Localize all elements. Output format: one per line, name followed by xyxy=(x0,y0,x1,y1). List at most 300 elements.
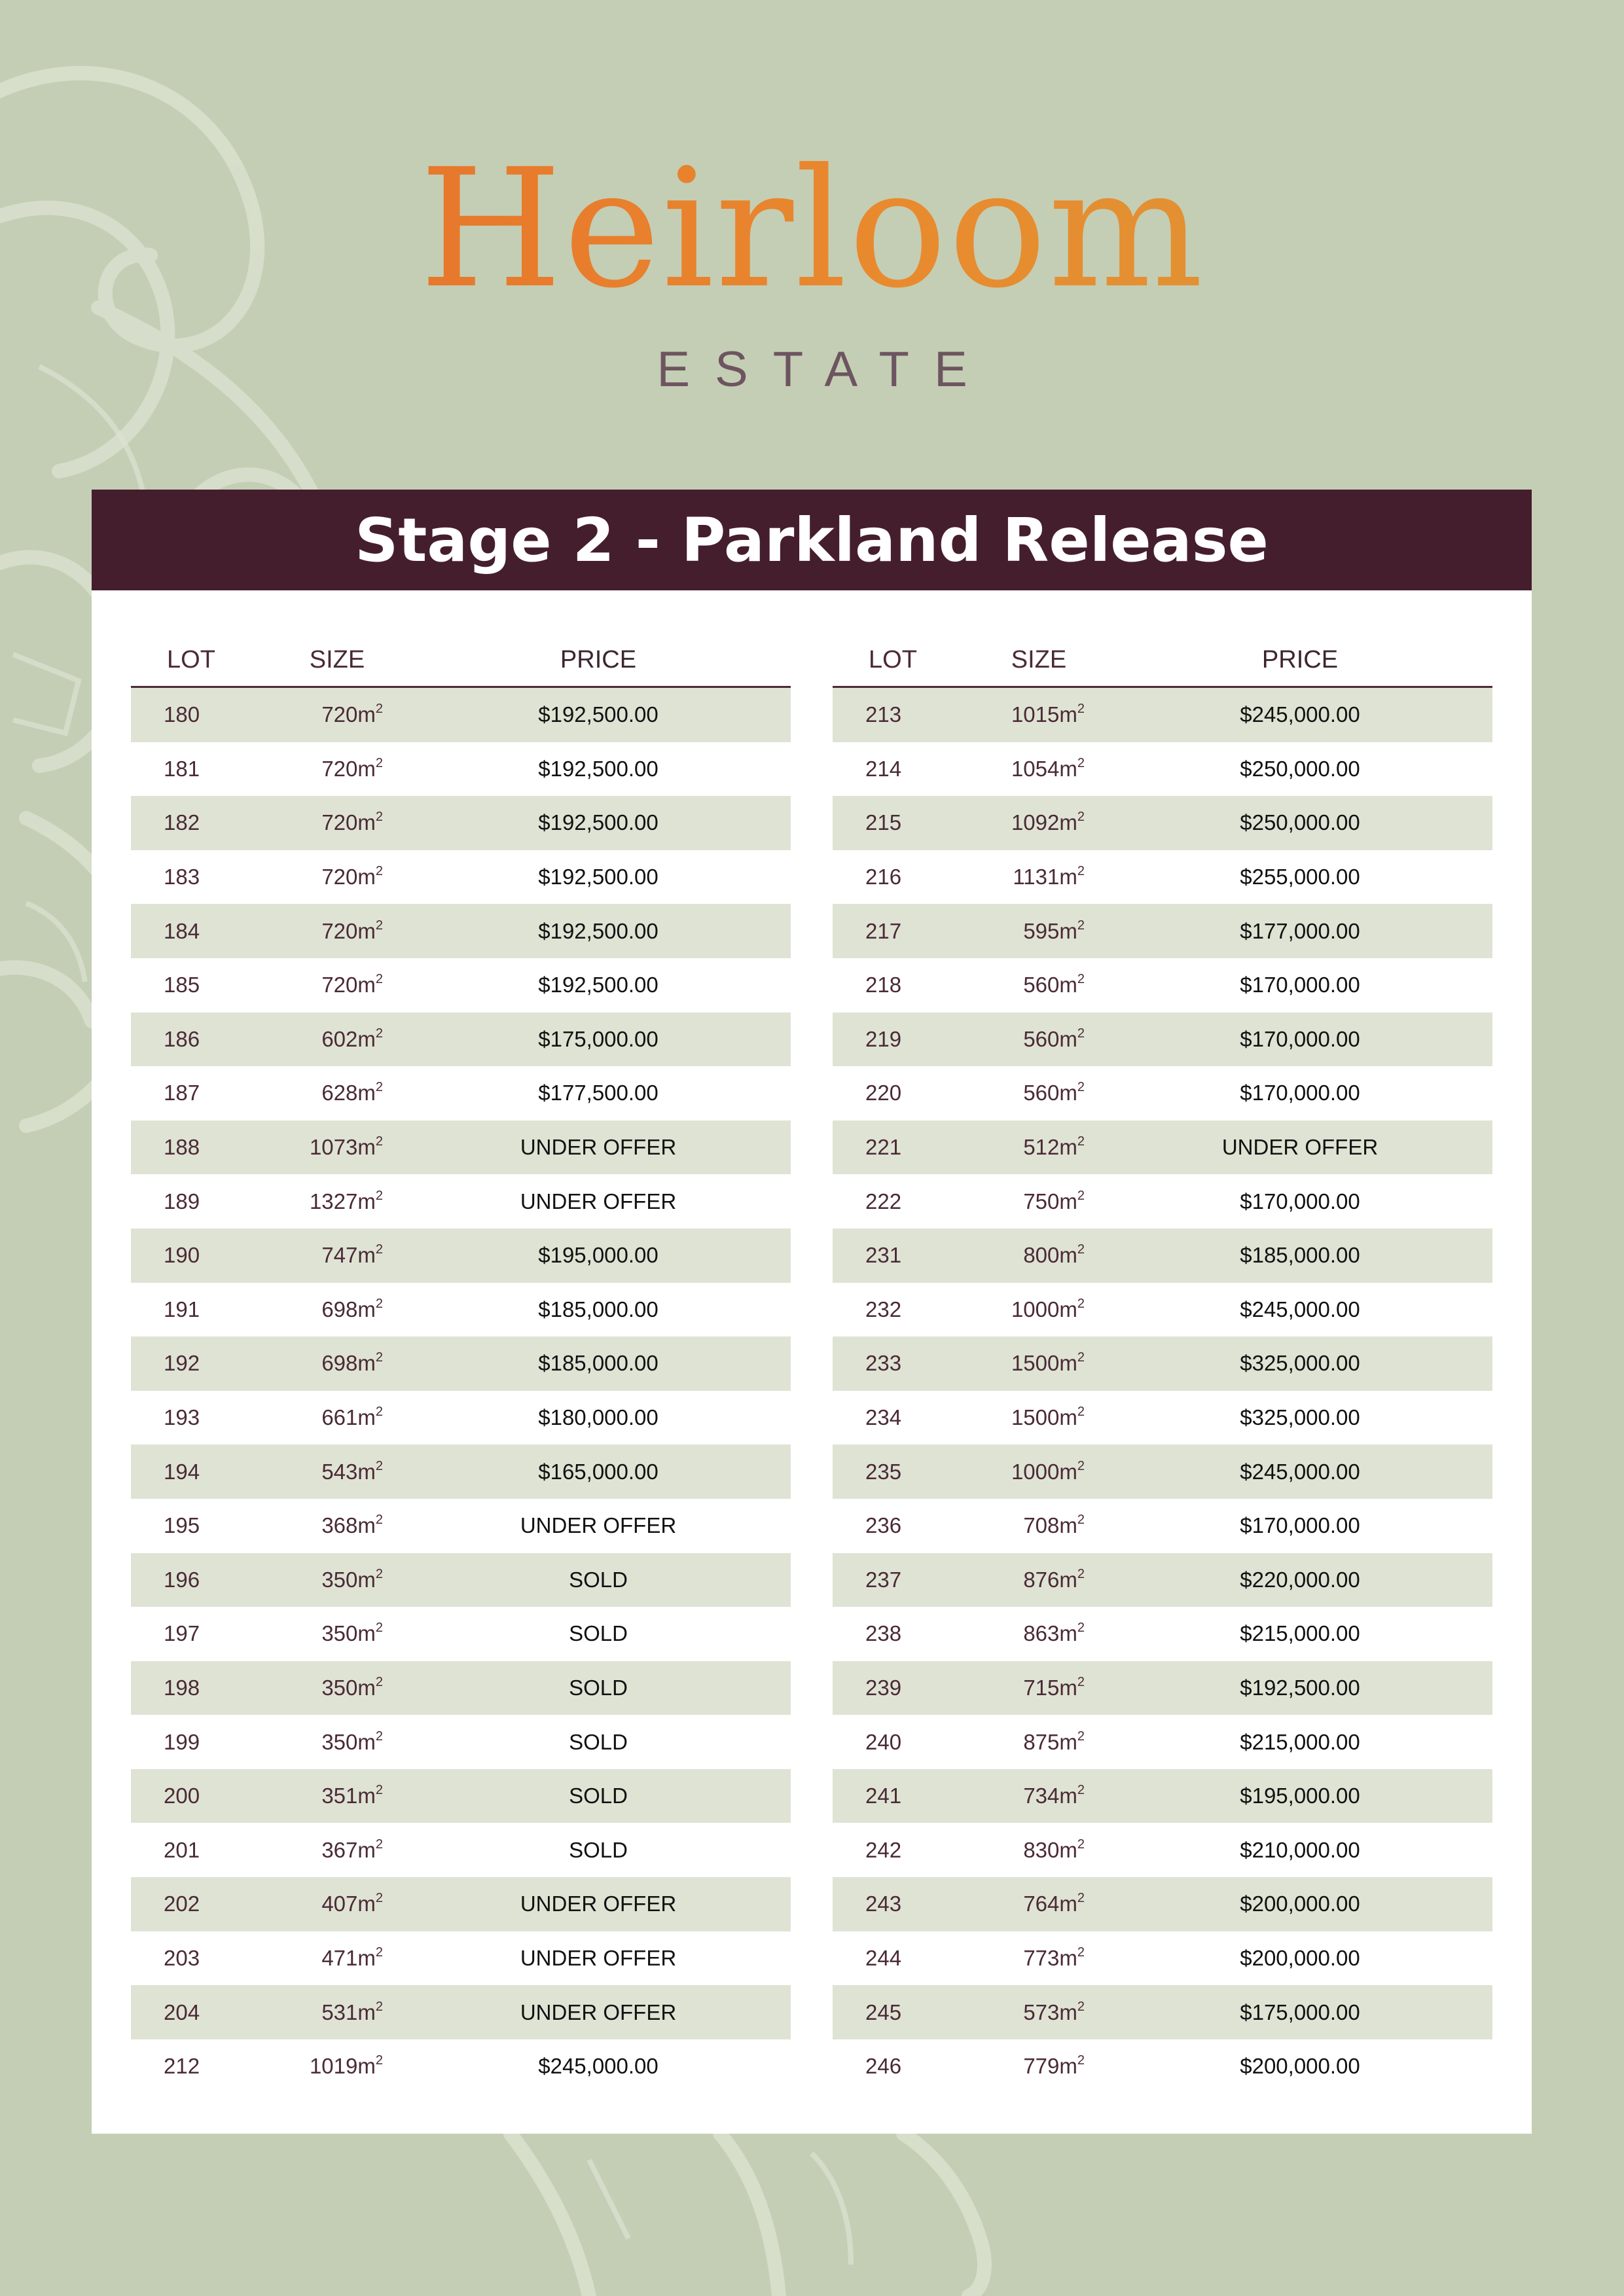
lot-price: $325,000.00 xyxy=(1240,1405,1360,1430)
lot-size xyxy=(950,702,1108,727)
lot-table-right xyxy=(833,634,1492,2093)
lot-price: $185,000.00 xyxy=(1240,1243,1360,1268)
area-unit-superscript: 2 xyxy=(1077,702,1085,717)
area-unit: m xyxy=(1059,1675,1077,1700)
area-unit-superscript: 2 xyxy=(1077,1999,1085,2014)
table-row xyxy=(833,1066,1492,1121)
area-unit-superscript: 2 xyxy=(1077,1729,1085,1744)
area-unit-superscript: 2 xyxy=(375,1999,383,2014)
area-unit-superscript: 2 xyxy=(1077,1188,1085,1203)
table-row xyxy=(131,904,791,958)
area-unit-superscript: 2 xyxy=(375,1296,383,1311)
lot-size-value: 1500 xyxy=(1011,1351,1060,1376)
area-unit: m xyxy=(1059,918,1077,943)
area-unit: m xyxy=(1059,1405,1077,1430)
lot-price: $245,000.00 xyxy=(1240,702,1360,727)
area-unit-superscript: 2 xyxy=(1077,1134,1085,1149)
lot-number: 241 xyxy=(865,1784,902,1808)
lot-number: 202 xyxy=(164,1892,200,1916)
table-row xyxy=(833,1336,1492,1391)
lot-price: $200,000.00 xyxy=(1240,2054,1360,2079)
area-unit-superscript: 2 xyxy=(375,755,383,770)
lot-size xyxy=(950,1405,1108,1430)
lot-price: $175,000.00 xyxy=(1240,2000,1360,2024)
area-unit: m xyxy=(357,1459,376,1484)
lot-size-value: 830 xyxy=(1023,1837,1060,1862)
lot-size-value: 1000 xyxy=(1011,1459,1060,1484)
table-row xyxy=(833,1444,1492,1499)
area-unit-superscript: 2 xyxy=(375,1891,383,1906)
area-unit: m xyxy=(1059,1026,1077,1051)
area-unit: m xyxy=(1059,1351,1077,1376)
area-unit: m xyxy=(1059,1135,1077,1160)
table-row xyxy=(833,958,1492,1013)
table-row xyxy=(131,1607,791,1661)
lot-size-value: 661 xyxy=(321,1405,358,1430)
lot-number: 246 xyxy=(865,2054,902,2079)
table-row xyxy=(131,2039,791,2094)
lot-size-value: 720 xyxy=(321,973,358,997)
lot-number: 186 xyxy=(164,1026,200,1051)
area-unit-superscript: 2 xyxy=(1077,1296,1085,1311)
lot-number: 203 xyxy=(164,1945,200,1970)
lot-number: 193 xyxy=(164,1405,200,1430)
lot-size xyxy=(249,1676,406,1700)
lot-size-value: 350 xyxy=(321,1567,358,1592)
area-unit-superscript: 2 xyxy=(1077,1621,1085,1636)
area-unit-superscript: 2 xyxy=(375,1458,383,1473)
lot-size-value: 720 xyxy=(321,756,358,781)
area-unit-superscript: 2 xyxy=(1077,1945,1085,1960)
lot-number: 233 xyxy=(865,1351,902,1376)
lot-size xyxy=(950,1892,1108,1916)
lot-size-value: 512 xyxy=(1023,1135,1060,1160)
area-unit-superscript: 2 xyxy=(375,1242,383,1257)
lot-size xyxy=(249,919,406,944)
lot-number: 239 xyxy=(865,1675,902,1700)
lot-size-value: 350 xyxy=(321,1675,358,1700)
lot-size-value: 1092 xyxy=(1011,810,1060,835)
area-unit: m xyxy=(1059,1081,1077,1105)
area-unit-superscript: 2 xyxy=(375,1783,383,1798)
lot-size-value: 876 xyxy=(1023,1567,1060,1592)
table-row xyxy=(131,1877,791,1931)
lot-number: 195 xyxy=(164,1513,200,1538)
lot-size xyxy=(249,2000,406,2025)
area-unit-superscript: 2 xyxy=(375,1513,383,1528)
lot-price: $185,000.00 xyxy=(538,1351,659,1376)
area-unit-superscript: 2 xyxy=(1077,755,1085,770)
lot-price: $245,000.00 xyxy=(538,2054,659,2079)
area-unit: m xyxy=(1059,1243,1077,1268)
lot-number: 242 xyxy=(865,1837,902,1862)
lot-size-value: 720 xyxy=(321,918,358,943)
lot-number: 180 xyxy=(164,702,200,727)
lot-size xyxy=(950,1189,1108,1214)
lot-number: 235 xyxy=(865,1459,902,1484)
lot-size-value: 350 xyxy=(321,1729,358,1754)
column-header-lot: LOT xyxy=(167,645,215,673)
table-row xyxy=(131,850,791,905)
lot-size xyxy=(249,1460,406,1484)
area-unit: m xyxy=(357,2054,376,2079)
lot-number: 190 xyxy=(164,1243,200,1268)
area-unit-superscript: 2 xyxy=(375,1566,383,1581)
table-header xyxy=(131,634,791,688)
lot-size xyxy=(950,1730,1108,1755)
table-row xyxy=(833,1174,1492,1229)
area-unit: m xyxy=(1059,865,1077,889)
lot-number: 184 xyxy=(164,918,200,943)
lot-price: $192,500.00 xyxy=(1240,1675,1360,1700)
table-row xyxy=(833,1769,1492,1823)
table-body xyxy=(833,688,1492,2093)
area-unit-superscript: 2 xyxy=(375,1080,383,1095)
area-unit-superscript: 2 xyxy=(1077,1513,1085,1528)
table-row xyxy=(833,1823,1492,1877)
area-unit: m xyxy=(357,756,376,781)
lot-price: SOLD xyxy=(569,1621,628,1646)
area-unit: m xyxy=(1059,1784,1077,1808)
lot-number: 196 xyxy=(164,1567,200,1592)
lot-price: $215,000.00 xyxy=(1240,1729,1360,1754)
lot-number: 197 xyxy=(164,1621,200,1646)
lot-price: $192,500.00 xyxy=(538,918,659,943)
lot-size xyxy=(950,865,1108,889)
lot-size xyxy=(950,1946,1108,1971)
lot-size-value: 543 xyxy=(321,1459,358,1484)
lot-size xyxy=(950,973,1108,997)
area-unit-superscript: 2 xyxy=(375,972,383,987)
lot-size xyxy=(249,1621,406,1646)
area-unit-superscript: 2 xyxy=(375,1674,383,1689)
lot-price: $200,000.00 xyxy=(1240,1892,1360,1916)
area-unit: m xyxy=(357,1189,376,1213)
lot-number: 245 xyxy=(865,2000,902,2024)
area-unit: m xyxy=(1059,2000,1077,2024)
lot-number: 219 xyxy=(865,1026,902,1051)
table-row xyxy=(833,1607,1492,1661)
lot-size-value: 407 xyxy=(321,1892,358,1916)
lot-size xyxy=(249,702,406,727)
area-unit: m xyxy=(357,1567,376,1592)
table-row xyxy=(833,1553,1492,1607)
lot-size-value: 350 xyxy=(321,1621,358,1646)
lot-number: 212 xyxy=(164,2054,200,2079)
lot-price: $192,500.00 xyxy=(538,973,659,997)
lot-price: $195,000.00 xyxy=(1240,1784,1360,1808)
lot-price: $325,000.00 xyxy=(1240,1351,1360,1376)
lot-size-value: 531 xyxy=(321,2000,358,2024)
table-row xyxy=(131,958,791,1013)
lot-size-value: 800 xyxy=(1023,1243,1060,1268)
area-unit-superscript: 2 xyxy=(375,1729,383,1744)
lot-number: 215 xyxy=(865,810,902,835)
lot-price: SOLD xyxy=(569,1567,628,1592)
lot-size-value: 779 xyxy=(1023,2054,1060,2079)
table-row xyxy=(131,1985,791,2039)
lot-size xyxy=(249,973,406,997)
lot-size-value: 1015 xyxy=(1011,702,1060,727)
area-unit-superscript: 2 xyxy=(375,1945,383,1960)
area-unit: m xyxy=(357,1513,376,1538)
lot-number: 189 xyxy=(164,1189,200,1213)
lot-price: $192,500.00 xyxy=(538,702,659,727)
lot-size xyxy=(249,1351,406,1376)
lot-price: $220,000.00 xyxy=(1240,1567,1360,1592)
area-unit-superscript: 2 xyxy=(1077,2053,1085,2068)
lot-size xyxy=(950,2054,1108,2079)
lot-size xyxy=(249,1946,406,1971)
lot-size xyxy=(950,2000,1108,2025)
lot-size-value: 560 xyxy=(1023,1081,1060,1105)
lot-number: 185 xyxy=(164,973,200,997)
lot-size-value: 560 xyxy=(1023,973,1060,997)
lot-size xyxy=(950,1081,1108,1105)
lot-size-value: 764 xyxy=(1023,1892,1060,1916)
lot-size-value: 720 xyxy=(321,702,358,727)
area-unit: m xyxy=(1059,810,1077,835)
area-unit: m xyxy=(1059,1459,1077,1484)
lot-number: 199 xyxy=(164,1729,200,1754)
lot-size xyxy=(249,1297,406,1322)
lot-size-value: 573 xyxy=(1023,2000,1060,2024)
lot-size xyxy=(249,1243,406,1268)
area-unit-superscript: 2 xyxy=(1077,1242,1085,1257)
lot-number: 204 xyxy=(164,2000,200,2024)
lot-size-value: 773 xyxy=(1023,1945,1060,1970)
table-row xyxy=(833,2039,1492,2094)
area-unit: m xyxy=(1059,2054,1077,2079)
lot-size xyxy=(950,1676,1108,1700)
lot-size xyxy=(950,1243,1108,1268)
lot-size xyxy=(249,1892,406,1916)
area-unit-superscript: 2 xyxy=(1077,1458,1085,1473)
lot-price: UNDER OFFER xyxy=(520,1135,677,1160)
column-header-size: SIZE xyxy=(309,645,365,673)
lot-price: $177,000.00 xyxy=(1240,918,1360,943)
area-unit-superscript: 2 xyxy=(375,1405,383,1420)
lot-size-value: 1327 xyxy=(309,1189,358,1213)
lot-size xyxy=(950,1568,1108,1592)
lot-size xyxy=(950,1784,1108,1808)
table-header xyxy=(833,634,1492,688)
table-row xyxy=(833,1121,1492,1175)
table-row xyxy=(131,742,791,797)
table-row xyxy=(131,1553,791,1607)
table-row xyxy=(131,1174,791,1229)
table-row xyxy=(131,1931,791,1986)
area-unit: m xyxy=(357,1729,376,1754)
lot-size-value: 602 xyxy=(321,1026,358,1051)
lot-price: $170,000.00 xyxy=(1240,973,1360,997)
table-row xyxy=(131,1121,791,1175)
area-unit: m xyxy=(357,1351,376,1376)
area-unit: m xyxy=(1059,1729,1077,1754)
area-unit-superscript: 2 xyxy=(1077,918,1085,933)
area-unit-superscript: 2 xyxy=(375,2053,383,2068)
lot-size-value: 1131 xyxy=(1013,865,1060,889)
lot-number: 221 xyxy=(865,1135,902,1160)
table-row xyxy=(131,1283,791,1337)
lot-price: $192,500.00 xyxy=(538,865,659,889)
lot-size-value: 1054 xyxy=(1011,756,1060,781)
lot-size xyxy=(249,1081,406,1105)
table-row xyxy=(833,1391,1492,1445)
lot-price: $177,500.00 xyxy=(538,1081,659,1105)
lot-number: 214 xyxy=(865,756,902,781)
area-unit: m xyxy=(1059,1945,1077,1970)
lot-price: $165,000.00 xyxy=(538,1459,659,1484)
table-row xyxy=(131,1715,791,1769)
area-unit: m xyxy=(357,2000,376,2024)
table-row xyxy=(131,1066,791,1121)
area-unit-superscript: 2 xyxy=(375,1026,383,1041)
area-unit-superscript: 2 xyxy=(1077,1837,1085,1852)
area-unit: m xyxy=(357,1026,376,1051)
lot-size xyxy=(249,810,406,835)
table-row xyxy=(833,850,1492,905)
lot-size xyxy=(950,1460,1108,1484)
area-unit-superscript: 2 xyxy=(1077,1026,1085,1041)
column-header-lot: LOT xyxy=(869,645,917,673)
lot-size xyxy=(950,1621,1108,1646)
lot-price: $250,000.00 xyxy=(1240,810,1360,835)
table-row xyxy=(131,1444,791,1499)
lot-number: 232 xyxy=(865,1297,902,1321)
area-unit: m xyxy=(357,1081,376,1105)
brand-logo-tagline: ESTATE xyxy=(657,342,992,397)
area-unit-superscript: 2 xyxy=(1077,864,1085,879)
table-body xyxy=(131,688,791,2093)
lot-size-value: 715 xyxy=(1023,1675,1060,1700)
lot-number: 237 xyxy=(865,1567,902,1592)
table-row xyxy=(833,1499,1492,1553)
area-unit: m xyxy=(357,702,376,727)
lot-price: UNDER OFFER xyxy=(520,1513,677,1538)
lot-number: 200 xyxy=(164,1784,200,1808)
table-row xyxy=(833,1931,1492,1986)
lot-size xyxy=(950,757,1108,781)
lot-number: 183 xyxy=(164,865,200,889)
lot-number: 213 xyxy=(865,702,902,727)
area-unit: m xyxy=(357,1297,376,1321)
lot-size xyxy=(249,2054,406,2079)
lot-price: UNDER OFFER xyxy=(520,2000,677,2024)
lot-size xyxy=(249,1135,406,1160)
table-row xyxy=(131,1013,791,1067)
table-row xyxy=(833,742,1492,797)
lot-number: 192 xyxy=(164,1351,200,1376)
lot-size xyxy=(950,1027,1108,1052)
lot-price: UNDER OFFER xyxy=(1221,1135,1379,1160)
area-unit-superscript: 2 xyxy=(375,918,383,933)
area-unit-superscript: 2 xyxy=(1077,1566,1085,1581)
area-unit: m xyxy=(357,810,376,835)
area-unit: m xyxy=(357,1892,376,1916)
area-unit: m xyxy=(1059,1189,1077,1213)
area-unit-superscript: 2 xyxy=(1077,972,1085,987)
lot-price: $170,000.00 xyxy=(1240,1026,1360,1051)
area-unit-superscript: 2 xyxy=(375,1134,383,1149)
table-row xyxy=(131,1823,791,1877)
lot-size xyxy=(249,1568,406,1592)
lot-price: UNDER OFFER xyxy=(520,1945,677,1970)
area-unit: m xyxy=(1059,1513,1077,1538)
area-unit: m xyxy=(1059,1621,1077,1646)
lot-size xyxy=(950,1297,1108,1322)
table-row xyxy=(833,1985,1492,2039)
area-unit-superscript: 2 xyxy=(1077,1891,1085,1906)
lot-size-value: 368 xyxy=(321,1513,358,1538)
lot-size-value: 351 xyxy=(321,1784,358,1808)
table-row xyxy=(131,1391,791,1445)
lot-number: 244 xyxy=(865,1945,902,1970)
area-unit-superscript: 2 xyxy=(375,702,383,717)
lot-number: 238 xyxy=(865,1621,902,1646)
area-unit: m xyxy=(1059,756,1077,781)
lot-size-value: 747 xyxy=(321,1243,358,1268)
area-unit: m xyxy=(357,1945,376,1970)
area-unit: m xyxy=(357,1675,376,1700)
lot-size xyxy=(249,1405,406,1430)
lot-price: $185,000.00 xyxy=(538,1297,659,1321)
area-unit-superscript: 2 xyxy=(375,1188,383,1203)
lot-price: SOLD xyxy=(569,1729,628,1754)
lot-number: 182 xyxy=(164,810,200,835)
lot-number: 243 xyxy=(865,1892,902,1916)
area-unit: m xyxy=(357,1405,376,1430)
lot-price: $180,000.00 xyxy=(538,1405,659,1430)
area-unit: m xyxy=(357,1621,376,1646)
lot-number: 201 xyxy=(164,1837,200,1862)
table-row xyxy=(833,1661,1492,1715)
column-header-price: PRICE xyxy=(560,645,637,673)
table-row xyxy=(833,688,1492,742)
table-row xyxy=(833,796,1492,850)
column-header-price: PRICE xyxy=(1261,645,1339,673)
lot-size-value: 595 xyxy=(1023,918,1060,943)
lot-number: 194 xyxy=(164,1459,200,1484)
lot-size xyxy=(950,919,1108,944)
lot-number: 234 xyxy=(865,1405,902,1430)
lot-size-value: 367 xyxy=(321,1837,358,1862)
lot-price: $210,000.00 xyxy=(1240,1837,1360,1862)
lot-size-value: 698 xyxy=(321,1351,358,1376)
lot-size-value: 628 xyxy=(321,1081,358,1105)
area-unit-superscript: 2 xyxy=(1077,1783,1085,1798)
area-unit-superscript: 2 xyxy=(1077,1350,1085,1365)
lot-number: 191 xyxy=(164,1297,200,1321)
lot-number: 231 xyxy=(865,1243,902,1268)
table-row xyxy=(833,904,1492,958)
lot-number: 220 xyxy=(865,1081,902,1105)
lot-size xyxy=(249,1513,406,1538)
area-unit-superscript: 2 xyxy=(375,810,383,825)
lot-number: 222 xyxy=(865,1189,902,1213)
lot-size-value: 734 xyxy=(1023,1784,1060,1808)
lot-number: 217 xyxy=(865,918,902,943)
brand-logo-title: Heirloom xyxy=(0,131,1624,327)
lot-price: $170,000.00 xyxy=(1240,1189,1360,1213)
area-unit-superscript: 2 xyxy=(1077,1080,1085,1095)
lot-price: $170,000.00 xyxy=(1240,1081,1360,1105)
lot-price: $245,000.00 xyxy=(1240,1459,1360,1484)
table-row xyxy=(131,1661,791,1715)
lot-price: SOLD xyxy=(569,1837,628,1862)
stage-title-banner xyxy=(92,490,1532,590)
lot-size-value: 698 xyxy=(321,1297,358,1321)
